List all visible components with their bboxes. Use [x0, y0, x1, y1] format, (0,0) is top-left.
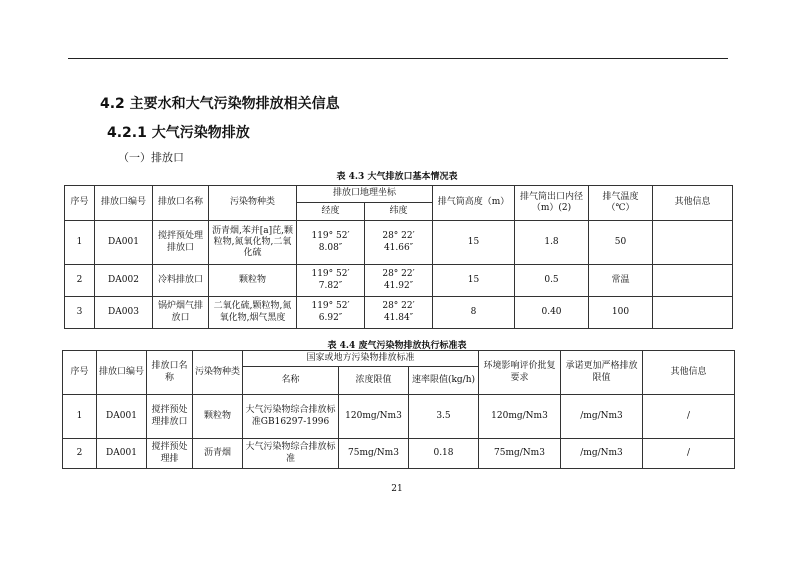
cell-pollutant: 颗粒物: [193, 395, 243, 439]
table-row: [65, 297, 733, 329]
th-name: 排放口名称: [147, 351, 193, 395]
cell-pollutants: 颗粒物: [209, 265, 297, 297]
cell-seq: 1: [63, 395, 97, 439]
th-other: 其他信息: [653, 186, 733, 221]
cell-diameter: 1.8: [515, 221, 589, 265]
cell-conc: 75mg/Nm3: [339, 439, 409, 469]
cell-code: DA001: [97, 439, 147, 469]
th-other: 其他信息: [643, 351, 735, 395]
th-commit: 承诺更加严格排放限值: [561, 351, 643, 395]
cell-height: 15: [433, 265, 515, 297]
cell-pollutants: 二氧化硫,颗粒物,氮氧化物,烟气黑度: [209, 297, 297, 329]
th-eia: 环境影响评价批复要求: [479, 351, 561, 395]
cell-code: DA002: [95, 265, 153, 297]
cell-code: DA001: [97, 395, 147, 439]
cell-lat: 28° 22′ 41.84″: [365, 297, 433, 329]
th-name: 排放口名称: [153, 186, 209, 221]
th-standard: 国家或地方污染物排放标准: [243, 351, 479, 367]
cell-lat: 28° 22′ 41.92″: [365, 265, 433, 297]
cell-rate: 3.5: [409, 395, 479, 439]
cell-seq: 3: [65, 297, 95, 329]
cell-commit: /mg/Nm3: [561, 439, 643, 469]
cell-height: 15: [433, 221, 515, 265]
cell-name: 搅拌预处理排放口: [147, 395, 193, 439]
th-seq: 序号: [65, 186, 95, 221]
cell-lat: 28° 22′ 41.66″: [365, 221, 433, 265]
cell-eia: 75mg/Nm3: [479, 439, 561, 469]
cell-temp: 50: [589, 221, 653, 265]
cell-height: 8: [433, 297, 515, 329]
cell-other: [653, 265, 733, 297]
th-lat: 纬度: [365, 203, 433, 221]
table-row: [65, 265, 733, 297]
th-code: 排放口编号: [95, 186, 153, 221]
cell-pollutant: 沥青烟: [193, 439, 243, 469]
emission-standard-table: [62, 350, 735, 469]
table-row: [65, 221, 733, 265]
cell-name: 冷料排放口: [153, 265, 209, 297]
th-std-name: 名称: [243, 367, 339, 395]
th-pollutant: 污染物种类: [193, 351, 243, 395]
cell-diameter: 0.40: [515, 297, 589, 329]
cell-eia: 120mg/Nm3: [479, 395, 561, 439]
subsection-heading: 4.2.1 大气污染物排放: [107, 125, 250, 141]
th-seq: 序号: [63, 351, 97, 395]
cell-seq: 2: [63, 439, 97, 469]
table2-caption: 表 4.4 废气污染物排放执行标准表: [327, 341, 467, 351]
cell-other: [653, 297, 733, 329]
cell-seq: 2: [65, 265, 95, 297]
cell-std-name: 大气污染物综合排放标准: [243, 439, 339, 469]
cell-lon: 119° 52′ 8.08″: [297, 221, 365, 265]
cell-std-name: 大气污染物综合排放标准GB16297-1996: [243, 395, 339, 439]
th-conc: 浓度限值: [339, 367, 409, 395]
table-row: [63, 395, 735, 439]
cell-commit: /mg/Nm3: [561, 395, 643, 439]
cell-lon: 119° 52′ 7.82″: [297, 265, 365, 297]
th-code: 排放口编号: [97, 351, 147, 395]
th-coord: 排放口地理坐标: [297, 186, 433, 203]
subheading: （一）排放口: [118, 151, 184, 164]
page-number: 21: [391, 484, 403, 494]
cell-seq: 1: [65, 221, 95, 265]
th-temp: 排气温度（℃）: [589, 186, 653, 221]
table-row: [63, 439, 735, 469]
th-diameter: 排气筒出口内径（m）(2): [515, 186, 589, 221]
cell-lon: 119° 52′ 6.92″: [297, 297, 365, 329]
cell-name: 搅拌预处理排放口: [153, 221, 209, 265]
cell-temp: 100: [589, 297, 653, 329]
th-rate: 速率限值(kg/h): [409, 367, 479, 395]
cell-name: 锅炉烟气排放口: [153, 297, 209, 329]
th-height: 排气筒高度（m）: [433, 186, 515, 221]
cell-temp: 常温: [589, 265, 653, 297]
cell-code: DA001: [95, 221, 153, 265]
cell-other: /: [643, 439, 735, 469]
cell-code: DA003: [95, 297, 153, 329]
th-lon: 经度: [297, 203, 365, 221]
table1-caption: 表 4.3 大气排放口基本情况表: [336, 172, 458, 182]
cell-rate: 0.18: [409, 439, 479, 469]
th-pollutants: 污染物种类: [209, 186, 297, 221]
cell-other: [653, 221, 733, 265]
air-outlet-table: [64, 185, 733, 329]
cell-conc: 120mg/Nm3: [339, 395, 409, 439]
cell-other: /: [643, 395, 735, 439]
header-rule: [68, 58, 728, 59]
cell-diameter: 0.5: [515, 265, 589, 297]
section-heading: 4.2 主要水和大气污染物排放相关信息: [100, 96, 340, 112]
cell-pollutants: 沥青烟,苯并[a]芘,颗粒物,氮氧化物,二氧化硫: [209, 221, 297, 265]
cell-name: 搅拌预处理排: [147, 439, 193, 469]
